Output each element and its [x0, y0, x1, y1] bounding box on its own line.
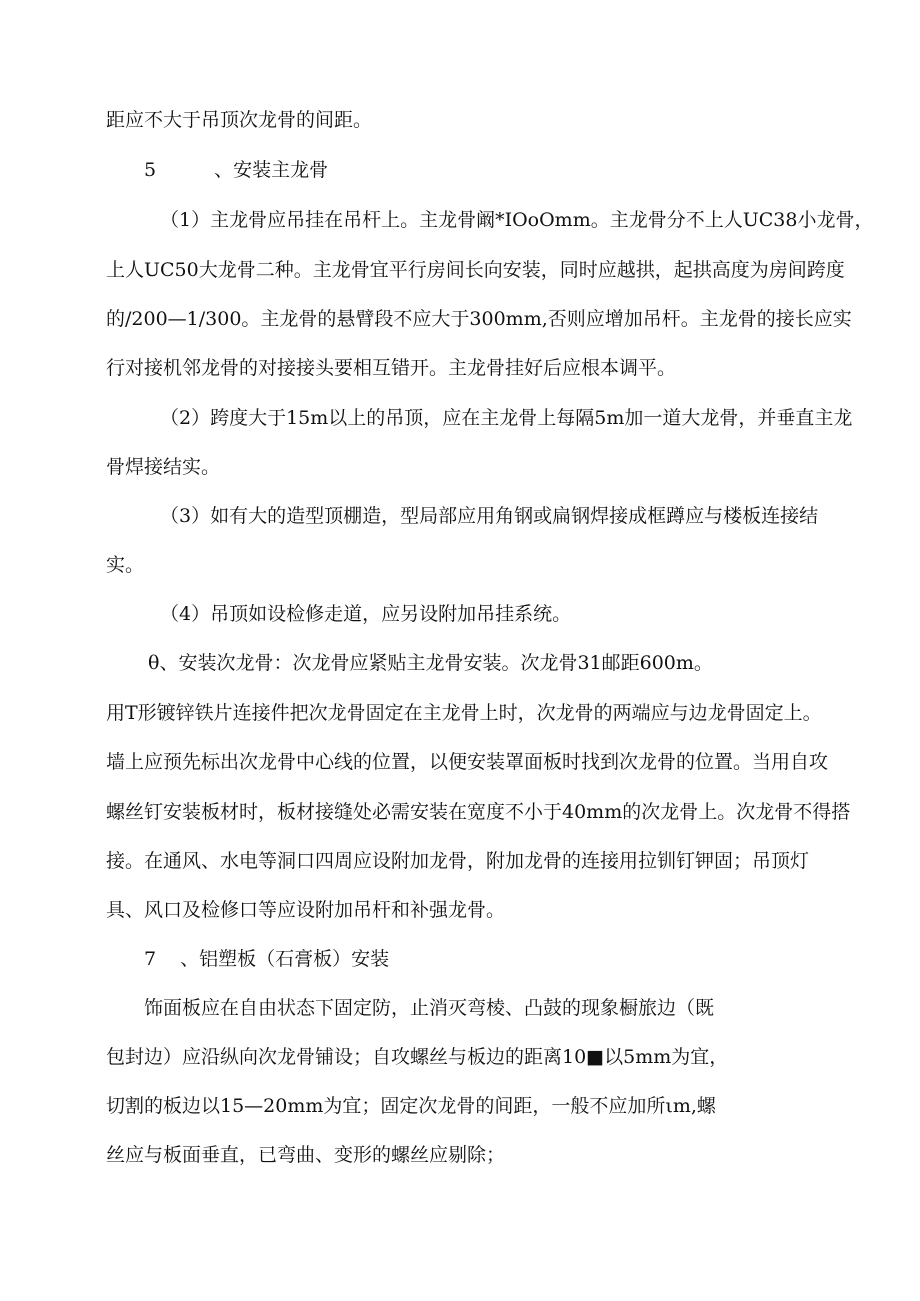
paragraph-line: （1）主龙骨应吊挂在吊杆上。主龙骨阚*IOoOmm。主龙骨分不上人UC38小龙骨， — [160, 209, 874, 231]
section-heading-7 — [144, 947, 389, 971]
section-heading-6: θ、安装次龙骨：次龙骨应紧贴主龙骨安装。次龙骨31邮距600m。 — [148, 652, 713, 674]
paragraph-line: 墙上应预先标出次龙骨中心线的位置，以便安装罩面板时找到次龙骨的位置。当用自攻 — [106, 751, 829, 773]
section-number: 7 — [144, 948, 157, 970]
paragraph-line: 包封边）应沿纵向次龙骨铺设；自攻螺丝与板边的距离10■以5mm为宜， — [106, 1046, 729, 1068]
paragraph-line: 螺丝钉安装板材时，板材接缝处必需安装在宽度不小于40mm的次龙骨上。次龙骨不得搭 — [106, 801, 851, 823]
paragraph-line: （2）跨度大于15m以上的吊顶，应在主龙骨上每隔5m加一道大龙骨，并垂直主龙 — [160, 407, 853, 429]
section-heading-5 — [144, 158, 328, 182]
paragraph-line: 实。 — [106, 554, 145, 576]
section-title: 、安装主龙骨 — [214, 159, 329, 181]
paragraph-line: 用T形镀锌铁片连接件把次龙骨固定在主龙骨上时，次龙骨的两端应与边龙骨固定上。 — [106, 702, 822, 724]
section-title: 、铝塑板（石膏板）安装 — [180, 948, 390, 970]
paragraph-line: 骨焊接结实。 — [106, 456, 221, 478]
paragraph-line: 行对接机邻龙骨的对接接头要相互错开。主龙骨挂好后应根本调平。 — [106, 357, 677, 379]
paragraph-line: （4）吊顶如设检修走道，应另设附加吊挂系统。 — [160, 603, 572, 625]
paragraph-line: 丝应与板面垂直，已弯曲、变形的螺丝应剔除； — [106, 1144, 506, 1166]
paragraph-line: 距应不大于吊顶次龙骨的间距。 — [106, 109, 373, 131]
section-number: 5 — [144, 159, 157, 181]
paragraph-line: 具、风口及检修口等应设附加吊杆和补强龙骨。 — [106, 899, 506, 921]
paragraph-line: （3）如有大的造型顶棚造，型局部应用角钢或扁钢焊接成框蹲应与楼板连接结 — [160, 505, 819, 527]
paragraph-line: 切割的板边以15—20mm为宜；固定次龙骨的间距，一般不应加所ιm,螺 — [106, 1095, 716, 1117]
paragraph-line: 的/200—1/300。主龙骨的悬臂段不应大于300mm,否则应增加吊杆。主龙骨的接长应实 — [106, 308, 852, 330]
paragraph-line: 接。在通风、水电等洞口四周应设附加龙骨，附加龙骨的连接用拉钏钉钾固；吊顶灯 — [106, 850, 810, 872]
paragraph-line: 饰面板应在自由状态下固定防，止消灭弯棱、凸鼓的现象橱旅边（既 — [144, 997, 715, 1019]
paragraph-line: 上人UC50大龙骨二种。主龙骨宜平行房间长向安装，同时应越拱，起拱高度为房间跨度 — [106, 259, 845, 281]
